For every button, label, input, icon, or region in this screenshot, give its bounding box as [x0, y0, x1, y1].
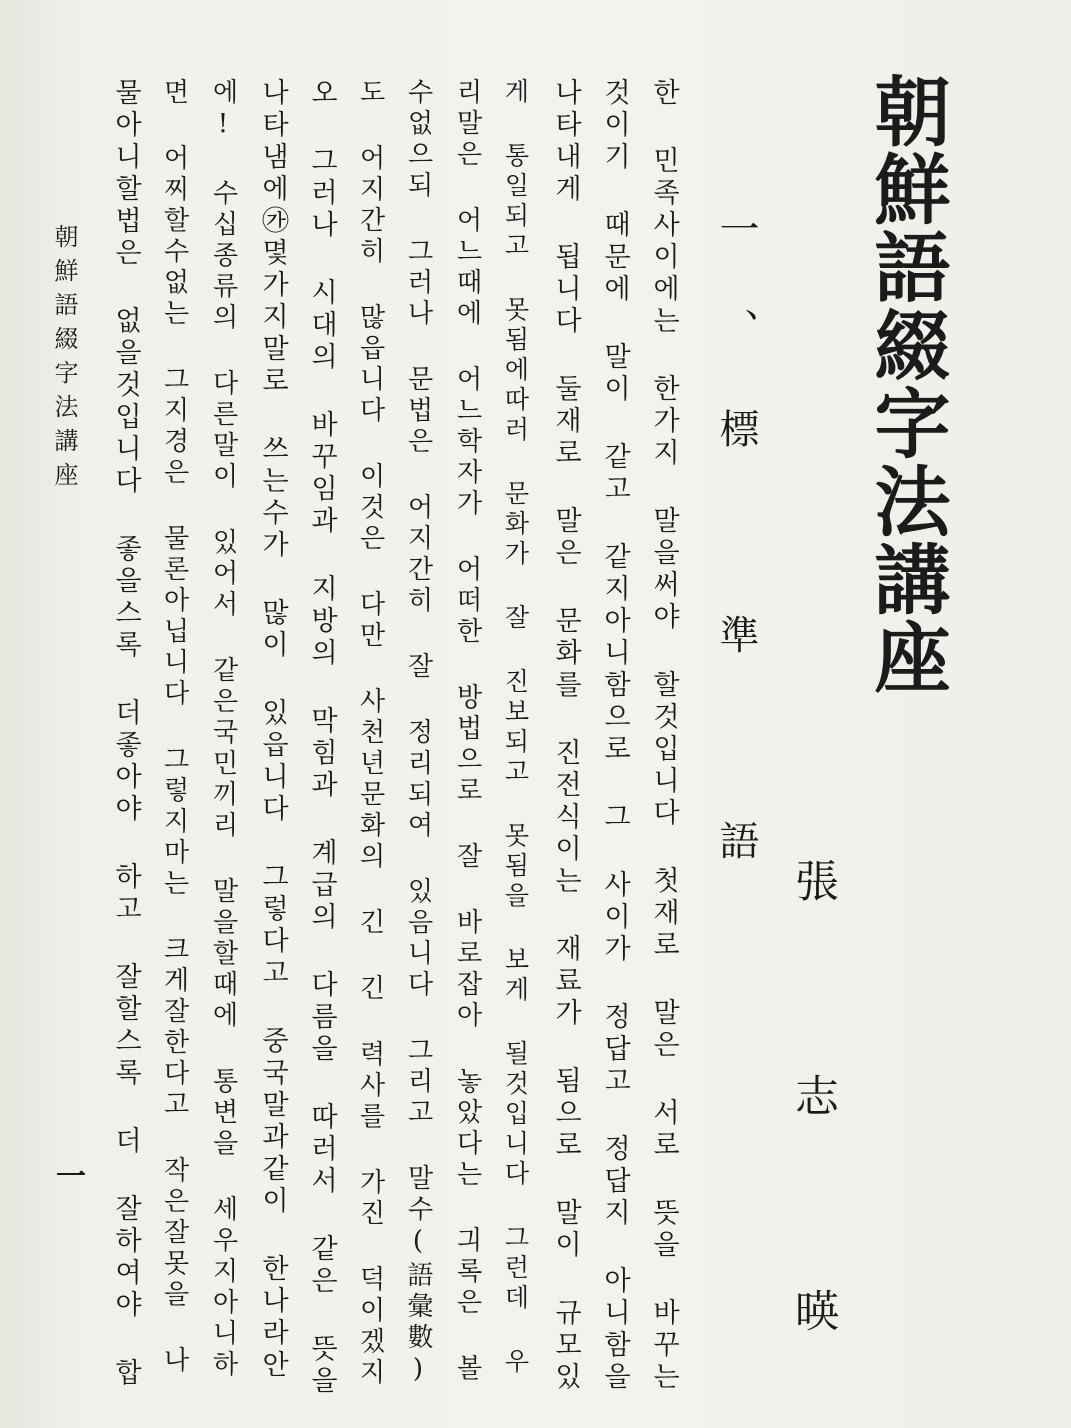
- body-line: 오 그러나 시대의 바꾸임과 지방의 막힘과 계급의 다름을 따러서 같은 뜻을: [306, 78, 337, 1398]
- page-number: 一: [50, 1160, 85, 1190]
- body-line: 나타내게 됩니다 둘재로 말은 문화를 진전식이는 재료가 됨으로 말이 규모있: [550, 78, 581, 1394]
- body-line: 게 통일되고 못됨에따러 문화가 잘 진보되고 못됨을 보게 될것입니다 그런데 우: [501, 78, 530, 1378]
- body-line: 리말은 어느때에 어느학자가 어떠한 방법으로 잘 바로잡아 놓았다는 긔록은 볼: [452, 78, 482, 1385]
- body-line: 에! 수십종류의 다른말이 있어서 같은국민끼리 말을할때에 통변을 세우지아니하: [208, 78, 238, 1381]
- section-heading: 一、標 準 語: [713, 208, 759, 920]
- body-line: 물아니할법은 없을것입니다 좋을스록 더좋아야 하고 잘할스록 더 잘하여야 합: [110, 78, 141, 1390]
- body-line: 나타냄에㉮몇가지말로 쓰는수가 많이 있읍니다 그렇다고 중국말과같이 한나라안: [257, 78, 288, 1382]
- author-name: 張 志 暎: [787, 858, 838, 1392]
- body-line: 한 민족사이에는 한가지 말을써야 할것입니다 첫재로 말은 서로 뜻을 바꾸는: [648, 78, 679, 1394]
- body-line: 도 어지간히 많읍니다 이것은 다만 사천년문화의 긴 긴 력사를 가진 덕이겠지: [355, 78, 385, 1389]
- body-line: 면 어찌할수없는 그지경은 물론아닙니다 그렇지마는 크게잘한다고 작은잘못을 나: [159, 78, 189, 1377]
- running-footer-title: 朝鮮語綴字法講座: [50, 224, 78, 496]
- body-line: 것이기 때문에 말이 같고 같지아니함으로 그 사이가 정답고 정답지 아니함을: [599, 78, 630, 1394]
- body-line: 수없으되 그러나 문법은 어지간히 잘 정리되여 있음니다 그리고 말수(語彙數): [403, 78, 433, 1389]
- page-title: 朝鮮語綴字法講座: [862, 72, 951, 696]
